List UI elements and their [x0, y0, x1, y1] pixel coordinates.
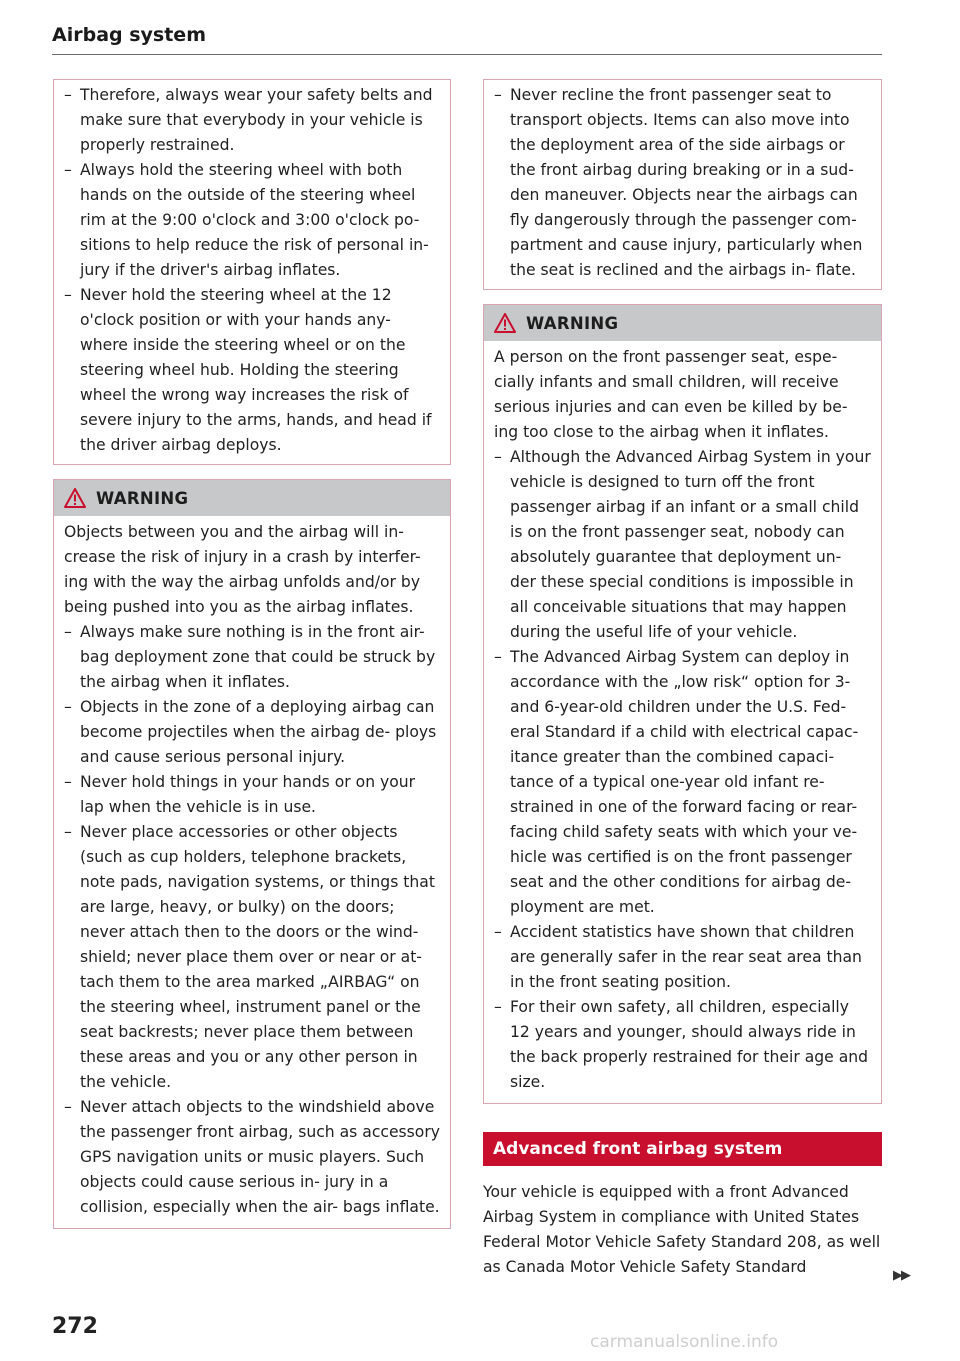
page-number: 272 — [52, 1314, 98, 1339]
page-title: Airbag system — [52, 24, 206, 46]
watermark: carmanualsonline.info — [590, 1332, 779, 1352]
left-warning-box — [53, 479, 451, 1229]
list-item: – Although the Advanced Airbag System in your vehicle is designed to turn off the front passenger airbag if an infant or a small child is on the front passenger seat, nobody can absolutely guarantee that deployment un- der these special conditions is impossible in all conceivable situations that may happen during the useful life of your vehicle. — [494, 445, 871, 645]
left-note-list — [64, 83, 440, 458]
list-item: – Therefore, always wear your safety belts and make sure that everybody in your vehicle is properly restrained. — [64, 83, 440, 158]
right-column — [483, 79, 882, 1280]
list-item: – Never attach objects to the windshield above the passenger front airbag, such as accessory GPS navigation units or music players. Such objects could cause serious in- jury in a collision, especially when the air- bags inflate. — [64, 1095, 440, 1220]
left-note-box — [53, 79, 451, 465]
right-note-box — [483, 79, 882, 290]
warning-triangle-icon — [494, 313, 516, 333]
right-note-list — [494, 83, 871, 283]
header-divider — [52, 54, 882, 55]
warning-title: WARNING — [96, 488, 189, 508]
list-item: – Objects in the zone of a deploying airbag can become projectiles when the airbag de- ploys and cause serious personal injury. — [64, 695, 440, 770]
list-item: – Never place accessories or other objects (such as cup holders, telephone brackets, note pads, navigation systems, or things that are large, heavy, or bulky) on the doors; never attach then to the doors or the wind- shield; never place them over or near or at- tach them to the area marked „AIRBAG“ on the steering wheel, instrument panel or the seat backrests; never place them between these areas and you or any other person in the vehicle. — [64, 820, 440, 1095]
warning-intro: A person on the front passenger seat, espe- cially infants and small children, will receive serious injuries and can even be killed by be- ing too close to the airbag when it inflates. — [494, 348, 848, 441]
list-item: – Always hold the steering wheel with both hands on the outside of the steering wheel rim at the 9:00 o'clock and 3:00 o'clock po- sitions to help reduce the risk of personal in- jury if the driver's airbag inflates. — [64, 158, 440, 283]
warning-header — [484, 305, 881, 341]
section-heading: Advanced front airbag system — [483, 1132, 882, 1166]
list-item: – Never hold the steering wheel at the 12 o'clock position or with your hands any- where inside the steering wheel or on the steering wheel hub. Holding the steering wheel the wrong way increases the risk of severe injury to the arms, hands, and head if the driver airbag deploys. — [64, 283, 440, 458]
warning-body — [484, 341, 881, 1103]
warning-body — [54, 516, 450, 1228]
list-item: – The Advanced Airbag System can deploy in accordance with the „low risk“ option for 3- and 6-year-old children under the U.S. Fed- eral Standard if a child with electrical capac- itance greater than the combined capaci- tance of a typical one-year old infant re- strained in one of the forward facing or rear- facing child safety seats with which your ve- hicle was certified is on the front passenger seat and the other conditions for airbag de- ployment are met. — [494, 645, 871, 920]
continue-arrow-icon: ▶▶ — [893, 1268, 909, 1283]
list-item: – Always make sure nothing is in the front air- bag deployment zone that could be struck by the airbag when it inflates. — [64, 620, 440, 695]
list-item: – Accident statistics have shown that children are generally safer in the rear seat area than in the front seating position. — [494, 920, 871, 995]
warning-intro: Objects between you and the airbag will in- crease the risk of injury in a crash by interfer- ing with the way the airbag unfolds and/or by being pushed into you as the airbag inflates. — [64, 523, 421, 616]
list-item: – For their own safety, all children, especially 12 years and younger, should always ride in the back properly restrained for their age and size. — [494, 995, 871, 1095]
list-item: – Never hold things in your hands or on your lap when the vehicle is in use. — [64, 770, 440, 820]
warning-triangle-icon — [64, 488, 86, 508]
right-warning-box — [483, 304, 882, 1104]
warning-list — [64, 620, 440, 1220]
left-column — [53, 79, 451, 1229]
list-item: – Never recline the front passenger seat to transport objects. Items can also move into the deployment area of the side airbags or the front airbag during breaking or in a sud- den maneuver. Objects near the airbags can fly dangerously through the passenger com- partment and cause injury, particularly when the seat is reclined and the airbags in- flate. — [494, 83, 871, 283]
warning-header — [54, 480, 450, 516]
section-intro: Your vehicle is equipped with a front Advanced Airbag System in compliance with United States Federal Motor Vehicle Safety Standard 208, as well as Canada Motor Vehicle Safety Standard — [483, 1183, 881, 1276]
warning-list — [494, 445, 871, 1095]
warning-title: WARNING — [526, 313, 619, 333]
